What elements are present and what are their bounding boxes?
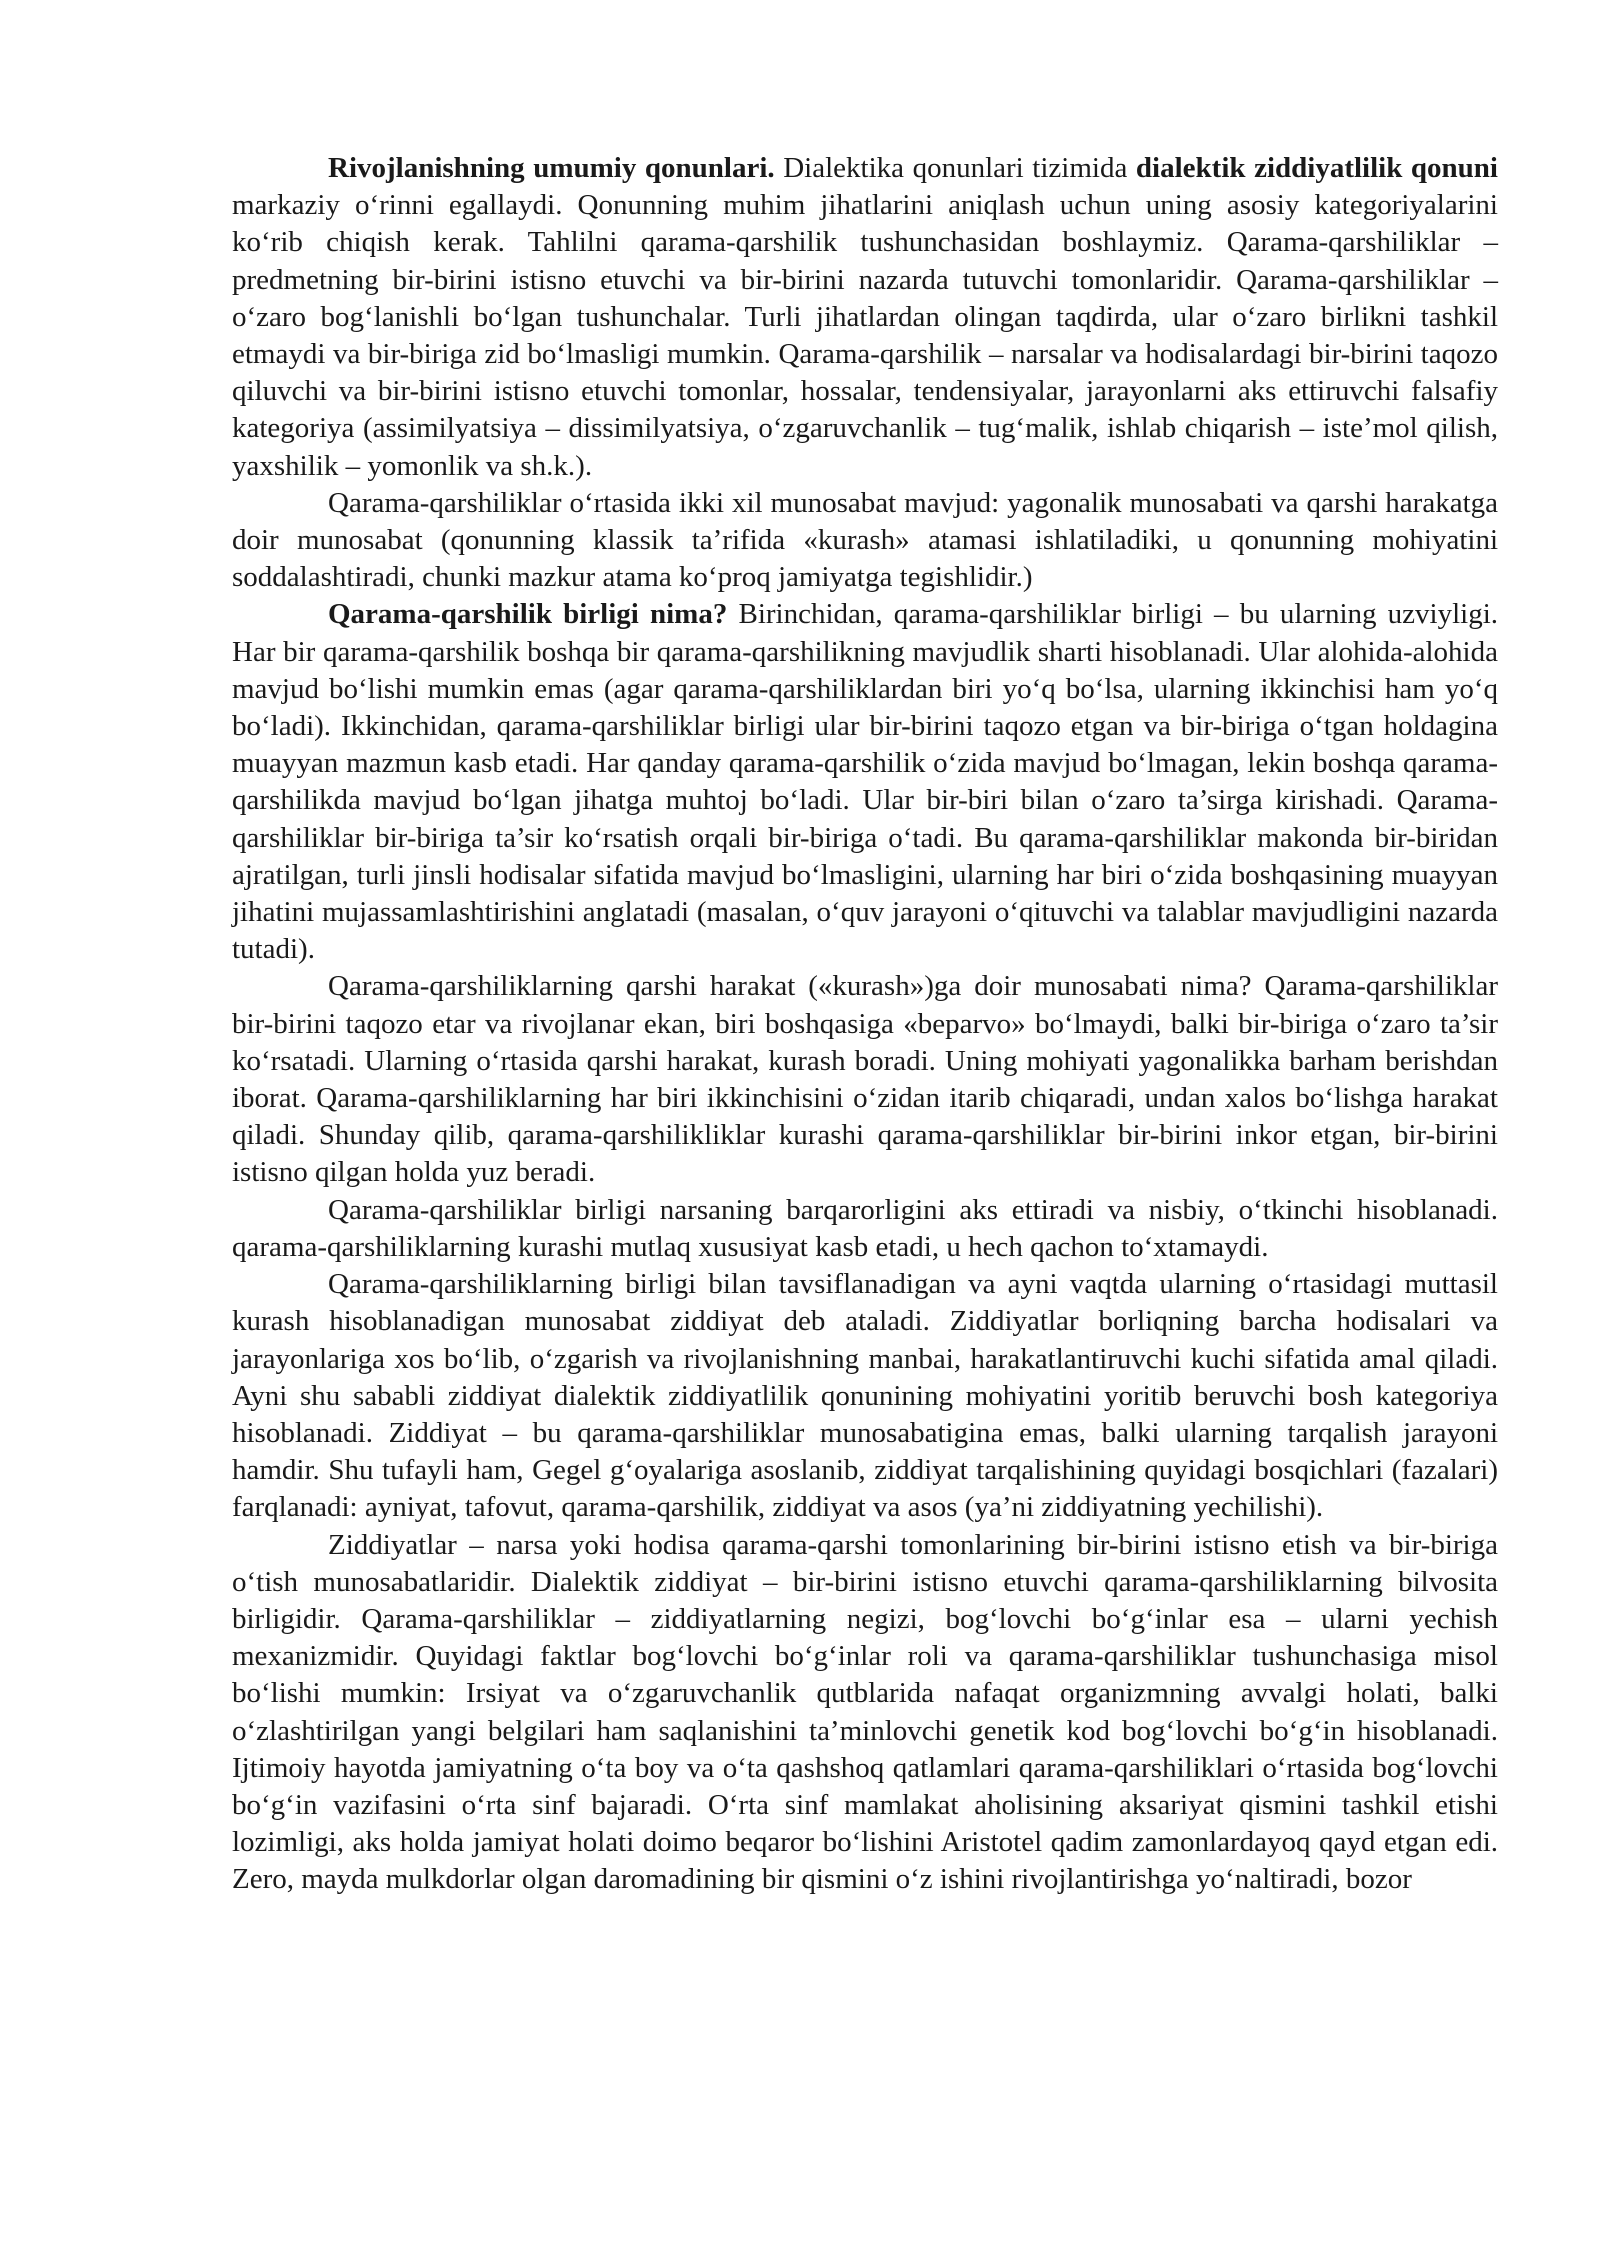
paragraph-4: Qarama-qarshiliklarning qarshi harakat («kurash»)ga doir munosabati nima? Qarama-qarshiliklar bir-birini taqozo etar va rivojlanar ekan, biri boshqasiga «beparvo» bo‘lmaydi, balki bir-biriga o‘zaro ta’sir ko‘rsatadi. Ularning o‘rtasida qarshi harakat, kurash boradi. Uning mohiyati yagonalikka barham berishdan iborat. Qarama-qarshiliklarning har biri ikkinchisini o‘zidan itarib chiqaradi, undan xalos bo‘lishga harakat qiladi. Shunday qilib, qarama-qarshilikliklar kurashi qarama-qarshiliklar bir-birini inkor etgan, bir-birini istisno qilgan holda yuz beradi.	[232, 970, 1498, 1189]
paragraph-1	[232, 150, 1498, 485]
paragraph-3	[232, 596, 1498, 968]
document-page	[232, 150, 1498, 1899]
bold-term: dialektik ziddiyatlilik qonuni	[1135, 152, 1498, 184]
section-heading: Rivojlanishning umumiy qonunlari.	[328, 152, 775, 184]
paragraph-6: Qarama-qarshiliklarning birligi bilan tavsiflanadigan va ayni vaqtda ularning o‘rtasidagi muttasil kurash hisoblanadigan munosabat ziddiyat deb ataladi. Ziddiyatlar borliqning barcha hodisalari va jarayonlariga xos bo‘lib, o‘zgarish va rivojlanishning manbai, harakatlantiruvchi kuchi sifatida amal qiladi. Ayni shu sababli ziddiyat dialektik ziddiyatlilik qonunining mohiyatini yoritib beruvchi bosh kategoriya hisoblanadi. Ziddiyat – bu qarama-qarshiliklar munosabatigina emas, balki ularning tarqalish jarayoni hamdir. Shu tufayli ham, Gegel g‘oyalariga asoslanib, ziddiyat tarqalishining quyidagi bosqichlari (fazalari) farqlanadi: ayniyat, tafovut, qarama-qarshilik, ziddiyat va asos (ya’ni ziddiyatning yechilishi).	[232, 1268, 1498, 1524]
paragraph-text: Birinchidan, qarama-qarshiliklar birligi – bu ularning uzviyligi. Har bir qarama-qarshilik boshqa bir qarama-qarshilikning mavjudlik sharti hisoblanadi. Ular alohida-alohida mavjud bo‘lishi mumkin emas (agar qarama-qarshiliklardan biri yo‘q bo‘lsa, ularning ikkinchisi ham yo‘q bo‘ladi). Ikkinchidan, qarama-qarshiliklar birligi ular bir-birini taqozo etgan va bir-biriga o‘tgan holdagina muayyan mazmun kasb etadi. Har qanday qarama-qarshilik o‘zida mavjud bo‘lmagan, lekin boshqa qarama-qarshilikda mavjud bo‘lgan jihatga muhtoj bo‘ladi. Ular bir-biri bilan o‘zaro ta’sirga kirishadi. Qarama-qarshiliklar bir-biriga ta’sir ko‘rsatish orqali bir-biriga o‘tadi. Bu qarama-qarshiliklar makonda bir-biridan ajratilgan, turli jinsli hodisalar sifatida mavjud bo‘lmasligini, ularning har biri o‘zida boshqasining muayyan jihatini mujassamlashtirishini anglatadi (masalan, o‘quv jarayoni o‘qituvchi va talablar mavjudligini nazarda tutadi).	[232, 598, 1499, 966]
paragraph-5: Qarama-qarshiliklar birligi narsaning barqarorligini aks ettiradi va nisbiy, o‘tkinchi hisoblanadi. qarama-qarshiliklarning kurashi mutlaq xususiyat kasb etadi, u hech qachon to‘xtamaydi.	[232, 1193, 1498, 1263]
paragraph-7: Ziddiyatlar – narsa yoki hodisa qarama-qarshi tomonlarining bir-birini istisno etish va bir-biriga o‘tish munosabatlaridir. Dialektik ziddiyat – bir-birini istisno etuvchi qarama-qarshiliklarning bilvosita birligidir. Qarama-qarshiliklar – ziddiyatlarning negizi, bog‘lovchi bo‘g‘inlar esa – ularni yechish mexanizmidir. Quyidagi faktlar bog‘lovchi bo‘g‘inlar roli va qarama-qarshiliklar tushunchasiga misol bo‘lishi mumkin: Irsiyat va o‘zgaruvchanlik qutblarida nafaqat organizmning avvalgi holati, balki o‘zlashtirilgan yangi belgilari ham saqlanishini ta’minlovchi genetik kod bog‘lovchi bo‘g‘in hisoblanadi. Ijtimoiy hayotda jamiyatning o‘ta boy va o‘ta qashshoq qatlamlari qarama-qarshiliklari o‘rtasida bog‘lovchi bo‘g‘in vazifasini o‘rta sinf bajaradi. O‘rta sinf mamlakat aholisining aksariyat qismini tashkil etishi lozimligi, aks holda jamiyat holati doimo beqaror bo‘lishini Aristotel qadim zamonlardayoq qayd etgan edi. Zero, mayda mulkdorlar olgan daromadining bir qismini o‘z ishini rivojlantirishga yo‘naltiradi, bozor	[232, 1528, 1498, 1896]
question-heading: Qarama-qarshilik birligi nima?	[328, 598, 728, 631]
paragraph-2: Qarama-qarshiliklar o‘rtasida ikki xil munosabat mavjud: yagonalik munosabati va qarshi harakatga doir munosabat (qonunning klassik ta’rifida «kurash» atamasi ishlatiladiki, u qonunning mohiyatini soddalashtiradi, chunki mazkur atama ko‘proq jamiyatga tegishlidir.)	[232, 486, 1498, 594]
paragraph-text: markaziy o‘rinni egallaydi. Qonunning muhim jihatlarini aniqlash uchun uning asosiy kategoriyalarini ko‘rib chiqish kerak. Tahlilni qarama-qarshilik tushunchasidan boshlaymiz. Qarama-qarshiliklar – predmetning bir-birini istisno etuvchi va bir-birini nazarda tutuvchi tomonlaridir. Qarama-qarshiliklar – o‘zaro bog‘lanishli bo‘lgan tushunchalar. Turli jihatlardan olingan taqdirda, ular o‘zaro birlikni tashkil etmaydi va bir-biriga zid bo‘lmasligi mumkin. Qarama-qarshilik – narsalar va hodisalardagi bir-birini taqozo qiluvchi va bir-birini istisno etuvchi tomonlar, hossalar, tendensiyalar, jarayonlarni aks ettiruvchi falsafiy kategoriya (assimilyatsiya – dissimilyatsiya, o‘zgaruvchanlik – tug‘malik, ishlab chiqarish – iste’mol qilish, yaxshilik – yomonlik va sh.k.).	[232, 189, 1498, 482]
paragraph-text: Dialektika qonunlari tizimida	[774, 152, 1136, 184]
